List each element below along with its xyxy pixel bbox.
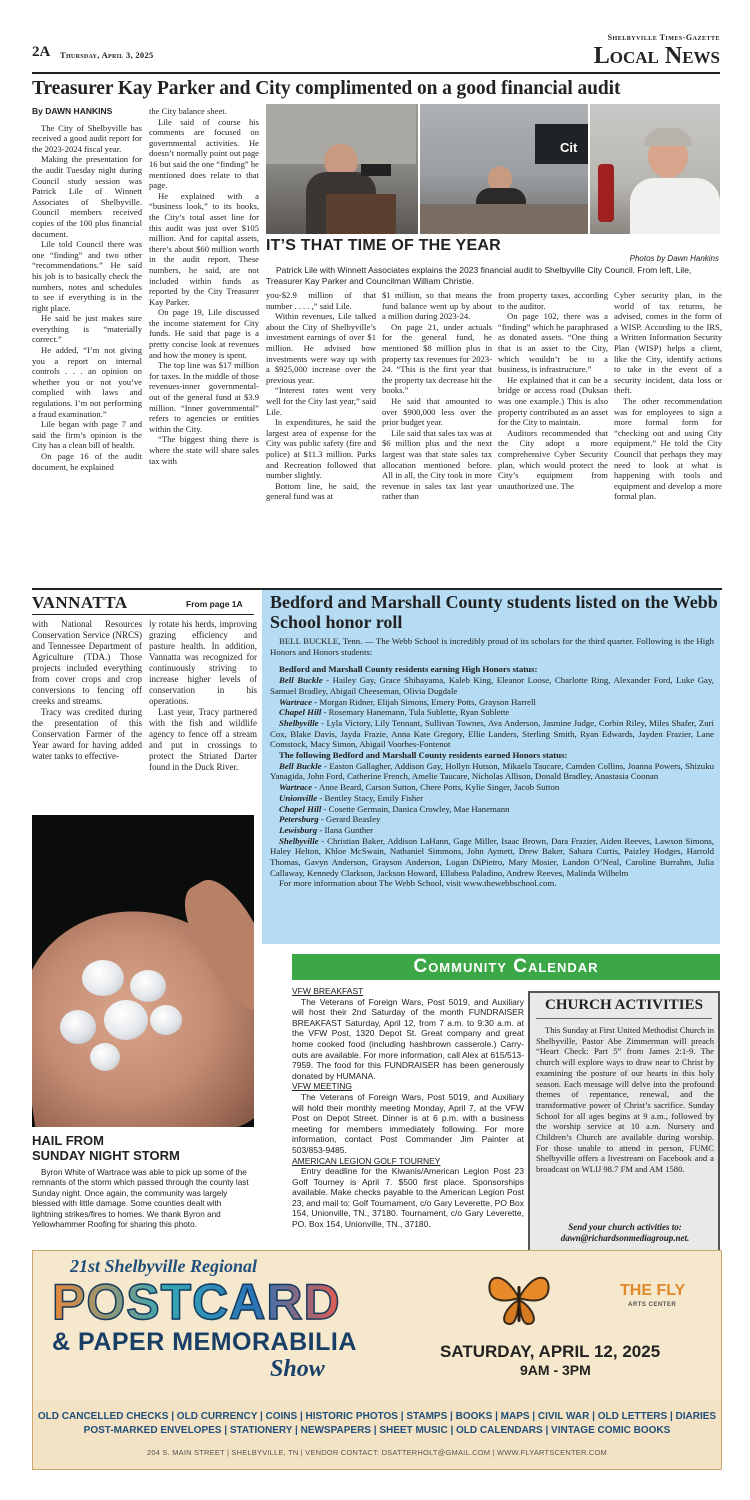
ad-show: Show <box>270 1356 325 1382</box>
section-title: Local News <box>593 43 720 69</box>
fly-logo-title: THE FLY <box>620 1282 686 1299</box>
audit-column-4 <box>382 290 492 584</box>
ad-paper-memorabilia: & PAPER MEMORABILIA <box>52 1328 357 1356</box>
hail-head-line-2: SUNDAY NIGHT STORM <box>32 1148 180 1163</box>
audit-para: “Interest rates went very well for the City last year,” said Lile. <box>266 385 376 417</box>
audit-column-5 <box>498 290 608 584</box>
calendar-banner: Community Calendar <box>292 954 720 980</box>
audit-para: Cyber security plan, in the world of tax returns, he advised, comes in the form of a WISP. According to the IRS, a Written Information Security Plan (WISP) helps a client, like the City, identify actions to take in the event of a security incident, data loss or theft. <box>614 290 722 396</box>
honors-line: Chapel Hill - Cosette Germain, Danica Crowley, Mae Hanemann <box>279 803 510 814</box>
church-rule <box>536 1018 712 1019</box>
honors-line: Petersburg - Gerard Beasley <box>279 814 381 825</box>
hail-photo <box>32 815 254 1127</box>
audit-photo-lile <box>266 104 418 234</box>
high-honors-header: Bedford and Marshall County residents earning High Honors status: <box>279 664 538 675</box>
jump-line: From page 1A <box>186 599 243 609</box>
high-honors-line: Bell Buckle - Hailey Gay, Grace Shibayama, Kaleb King, Eleanor Loose, Charlotte Ring, Alexander Ford, Luke Gay, Samuel Bradley, Abigail Cheeseman, Olivia Dugdale <box>270 675 714 696</box>
high-honors-line: Shelbyville - Lyla Victory, Lily Tennant, Sullivan Townes, Ava Anderson, Jasmine Judge, Corbin Riley, Miles Shafer, Zuri Cox, Blake Davis, Jayda Frazie, Anna Kate Gregory, Ellie Landers, Sterling Smith, Ryan Edwards, Jayden Frazier, Lane Comstock, Macy Simon, Abigail Voorhes-Fontenot <box>270 717 714 750</box>
screen-text: Cit <box>560 140 578 155</box>
audit-para: Making the presentation for the audit Tuesday night during Council study session was Patrick Lile of Winnett Associates of Shelbyville. Council members received copies of the 100 plus financial document. <box>32 154 142 239</box>
honors-line: Unionville - Bentley Stacy, Emily Fisher <box>279 792 424 803</box>
audit-para: Auditors recommended that the City adopt a more comprehensive Cyber Security plan, which would protect the City’s equipment from unauthorized use. The <box>498 427 608 491</box>
audit-para: you-$2.9 million of that number . . . . ,” said Lile. <box>266 290 376 311</box>
hail-head-line-1: HAIL FROM <box>32 1133 104 1148</box>
audit-para: Within revenues, Lile talked about the City of Shelbyville’s investment earnings of over $1 million. He advised how investments were way up with a $925,000 increase over the previous year. <box>266 311 376 385</box>
honors-header: The following Bedford and Marshall County residents earned Honors status: <box>279 750 568 761</box>
audit-para: He said he just makes sure everything is “materially correct.” <box>32 313 142 345</box>
photo-caption: Patrick Lile with Winnett Associates explains the 2023 financial audit to Shelbyville City Council. From left, Lile, Treasurer Kay Parker and Councilman William Christie. <box>266 265 692 286</box>
calendar-item-title: VFW BREAKFAST <box>292 986 364 996</box>
hailstone <box>130 970 166 1002</box>
hailstone <box>150 1005 182 1035</box>
hailstone <box>60 1010 96 1044</box>
ad-items-2: POST-MARKED ENVELOPES | STATIONERY | NEWSPAPERS | SHEET MUSIC | OLD CALENDARS | VINTAGE COMIC BOOKS <box>83 1425 671 1436</box>
hail-headline <box>32 1133 180 1163</box>
audit-photo-parker <box>420 104 588 234</box>
audit-para: He added, “I’m not giving you a report on internal controls . . . an opinion on whether you or not you’ve complied with laws and regulations. I’m not performing a fraud examination.” <box>32 345 142 419</box>
vannatta-kicker: VANNATTA <box>32 593 128 612</box>
webb-intro: BELL BUCKLE, Tenn. — The Webb School is incredibly proud of its scholars for the third quarter. Following is the High Honors and Honors students: <box>270 636 714 657</box>
ad-time: 9AM - 3PM <box>520 1362 591 1378</box>
ad-footer: 204 S. MAIN STREET | SHELBYVILLE, TN | VENDOR CONTACT: DSATTERHOLT@GMAIL.COM | WWW.FLYARTSCENTER.COM <box>147 1448 607 1457</box>
audit-para: On page 16 of the audit document, he explained <box>32 451 142 472</box>
vannatta-column-2 <box>149 619 257 809</box>
audit-para: Lile said of course his comments are focused on governmental activities. He doesn’t normally point out page 16 but said the one “finding” he mentioned does relate to that page. <box>149 116 259 191</box>
hail-caption: Byron White of Wartrace was able to pick up some of the remnants of the storm which passed through the county last Sunday night. Once again, the community was largely blessed with little damage. Some counties dealt with lightning strikes/fires to homes. We thank Byron and Yellowhammer Roofing for sharing this photo. <box>32 1168 249 1230</box>
honors-line: Bell Buckle - Easton Gallagher, Addison Gay, Hollyn Hutson, Mikaela Taucare, Camden Collins, Joanna Powers, Shizuku Yanagida, John Ford, Catherine French, Amelie Taucare, Nicholas Allison, Donald Bradley, Anastasia Coonan <box>270 760 714 782</box>
audit-para: He explained with a “business look,” to its books, the City’s total asset line for this audit was just over $105 million. And for capital assets, there’s about $60 million worth in the audit report. These numbers, he said, are not included within funds as reported by the City Treasurer Kay Parker. <box>149 190 259 307</box>
audit-para: On page 102, there was a “finding” which he paraphrased as donated assets. “One thing that is an asset to the City, which wouldn’t be to a business, is infrastructure.” <box>498 311 608 375</box>
audit-headline: Treasurer Kay Parker and City complimented on a good financial audit <box>32 78 621 99</box>
butterfly-icon <box>484 1268 554 1328</box>
church-send <box>536 1222 714 1244</box>
calendar-item-title: AMERICAN LEGION GOLF TOURNEY <box>292 1155 441 1166</box>
audit-para: He said that amounted to over $900,000 less over the prior budget year. <box>382 395 492 428</box>
audit-para: The top line was $17 million for taxes. In the middle of those revenues-inner governmental-out of the general fund at $3.9 million. “Inner governmental” refers to agencies or entities within the City. <box>149 360 259 434</box>
church-email[interactable]: dawn@richardsonmediagroup.net. <box>560 1233 690 1243</box>
calendar-item-title: VFW MEETING <box>292 1081 352 1092</box>
audit-para: In expenditures, he said the largest area of expense for the City was public safety (fire and police) at $11.3 million. Parks and Recreation followed that number slightly. <box>266 417 376 481</box>
audit-column-2 <box>149 106 259 584</box>
audit-column-3 <box>266 290 376 584</box>
church-para: This Sunday at First United Methodist Church in Shelbyville, Pastor Abe Zimmerman will preach “Heart Check: Part 5” from James 2:1-9. The church will explore ways to draw near to Christ by examining the posture of our hearts in this holy season. Each message will delve into the profound themes of repentance, renewal, and the transformative power of Christ’s sacrifice. Sunday School for all ages begins at 9 a.m., followed by the worship service at 10 a.m. Nursery and Children’s Church are available during worship. For those unable to attend in person, FUMC Shelbyville offers a livestream on Facebook and a broadcast on WLIJ 98.7 FM and AM 1580. <box>536 1025 714 1175</box>
ad-date: SATURDAY, APRIL 12, 2025 <box>440 1342 661 1361</box>
vannatta-column-1 <box>32 619 142 809</box>
high-honors-line: Wartrace - Morgan Ridner, Elijah Simons, Emery Potts, Grayson Harrell <box>279 696 536 707</box>
audit-para: Lile told Council there was one “finding” and two other “recommendations.” He said his job is to basically check the numbers, notes and schedules to see if everything is in the right place. <box>32 239 142 313</box>
vannatta-para: Tracy was credited during the presentation of this Conservation Farmer of the Year award for having added water tanks to effective- <box>32 707 142 761</box>
paper-name: Shelbyville Times-Gazette <box>607 33 720 42</box>
church-title: CHURCH ACTIVITIES <box>545 997 703 1013</box>
calendar-item-body: Entry deadline for the Kiwanis/American Legion Post 23 Golf Tourney is April 7. $500 first place. Sponsorships available. Make checks payable to the American Legion Post 23, and mail to: Golf Tournament, c/o Gary Leverette, PO Box 154, Unionville, TN., 37180. Tournament, c/o Gary Leverette, PO. Box 154, Unionville, TN., 37180. <box>292 1166 524 1230</box>
audit-para: from property taxes, according to the auditor. <box>498 290 608 311</box>
issue-date: Thursday, April 3, 2025 <box>60 50 154 60</box>
audit-para: Lile began with page 7 and said the firm’s opinion is the City has a clean bill of health. <box>32 419 142 451</box>
vannatta-para: ly rotate his herds, improving grazing efficiency and pasture health. In addition, Vannatta was recognized for continuously striving to increase higher levels of conservation in his operations. <box>149 619 257 706</box>
ad-items-1: OLD CANCELLED CHECKS | OLD CURRENCY | COINS | HISTORIC PHOTOS | STAMPS | BOOKS | MAPS | CIVIL WAR | OLD LETTERS | DIARIES <box>37 1411 717 1422</box>
honors-line: Lewisburg - Ilana Gunther <box>279 824 374 835</box>
photo-credit: Photos by Dawn Hankins <box>629 254 719 263</box>
webb-outro: For more information about The Webb School, visit www.thewebbschool.com. <box>279 878 557 889</box>
audit-photo-christie <box>590 104 720 234</box>
webb-headline: Bedford and Marshall County students listed on the Webb School honor roll <box>270 592 718 632</box>
audit-para: The City of Shelbyville has received a good audit report for the 2023-2024 fiscal year. <box>32 122 142 154</box>
webb-body <box>270 636 714 940</box>
calendar-item-body: The Veterans of Foreign Wars, Post 5019, and Auxiliary will host their 2nd Saturday of the month FUNDRAISER BREAKFAST Saturday, April 12, from 7 a.m. to 9:30 a.m. at the VFW Post, 1320 Depot St. Great company and great home cooked food (including hashbrown casserole.) Carry-outs are available. For more information, call Alex at 615/513-7959. The food for this FUNDRAISER has been generously donated by HUMANA. <box>292 996 524 1081</box>
calendar-item-body: The Veterans of Foreign Wars, Post 5019, and Auxiliary will hold their monthly meeting Monday, April 7, at the VFW Post on Depot Street. Dinner is at 6 p.m. with a business meeting for members immediately following. For more information, contact Post Commander Jim Painter at 503/853-9485. <box>292 1091 524 1155</box>
audit-para: The other recommendation was for employees to sign a more formal form for “checking out and using City equipment.” He told the City Council that perhaps they may need to look at what is happening with tools and equipment and develop a more formal plan. <box>614 395 722 502</box>
honors-line: Wartrace - Anne Beard, Carson Sutton, Chere Potts, Kylie Singer, Jacob Sutton <box>279 782 560 793</box>
masthead-rule <box>32 72 720 74</box>
photo-headline: IT’S THAT TIME OF THE YEAR <box>266 237 501 254</box>
vannatta-para: with National Resources Conservation Service (NRCS) and Tennessee Department of Agriculture (TDA.) Those projects included everything from cover crops and crop conversions to fencing off creeks and streams. <box>32 619 142 706</box>
audit-para: On page 19, Lile discussed the income statement for City funds. He said that page is a pretty concise look at revenues and how the money is spent. <box>149 307 259 360</box>
audit-para: “The biggest thing there is where the state will share sales tax with <box>149 434 259 466</box>
vannatta-para: Last year, Tracy partnered with the fish and wildlife agency to fence off a stream and put in crossings to protect the Striated Darter found in the Duck River. <box>149 707 257 772</box>
high-honors-line: Chapel Hill - Rosemary Hanemann, Tula Sublette, Ryan Sublette <box>279 707 510 718</box>
church-body <box>536 1025 714 1221</box>
page-number: 2A <box>32 44 51 60</box>
hailstone <box>90 1043 120 1071</box>
hailstone <box>82 960 124 996</box>
vannatta-rule <box>32 614 254 615</box>
honors-line: Shelbyville - Christian Baker, Addison LaHann, Gage Miller, Isaac Brown, Dara Frazier, Aiden Reeves, Lawson Simons, Haley Helton, Khloe McSwain, Nathaniel Simmons, John Aymett, Drew Baker, Sahara Curtis, Paizley Hodges, Harrold Thomas, Gavyn Anderson, Grayson Anderson, Logan DiPietro, Mary Mosier, Landon O’Neal, Caroline Burrahm, Julia Callaway, Kennedy Clarkson, Jackson Howard, Ellabess Paladino, Andrew Reeves, Malinda Wilhelm <box>270 835 714 878</box>
ad-line1: 21st Shelbyville Regional <box>70 1256 257 1276</box>
audit-para: On page 21, under actuals for the general fund, he mentioned $8 million plus in property tax revenues for 2023-24. “This is the first year that the property tax decrease hit the books.” <box>382 321 492 396</box>
ad-postcard-title: POSTCARD <box>52 1274 341 1330</box>
audit-column-6 <box>614 290 722 584</box>
audit-column-1 <box>32 106 142 584</box>
audit-para: Lile said that sales tax was at $6 million plus and the next largest was that state sales tax allocation mentioned before. All in all, the City took in more revenue in sales tax last year rather than <box>382 427 492 502</box>
audit-para: $1 million, so that means the fund balance went up by about a million during 2023-24. <box>382 290 492 322</box>
byline: By DAWN HANKINS <box>32 106 113 116</box>
church-send-line: Send your church activities to: <box>568 1222 682 1232</box>
audit-para: Bottom line, he said, the general fund was at <box>266 480 376 502</box>
audit-para: He explained that it can be a bridge or access road (Duksan was one example.) This is also property contributed as an asset for the City to maintain. <box>498 374 608 428</box>
fly-logo-subtitle: ARTS CENTER <box>628 1302 677 1308</box>
audit-para: the City balance sheet. <box>149 106 227 116</box>
hailstone <box>104 1000 148 1040</box>
